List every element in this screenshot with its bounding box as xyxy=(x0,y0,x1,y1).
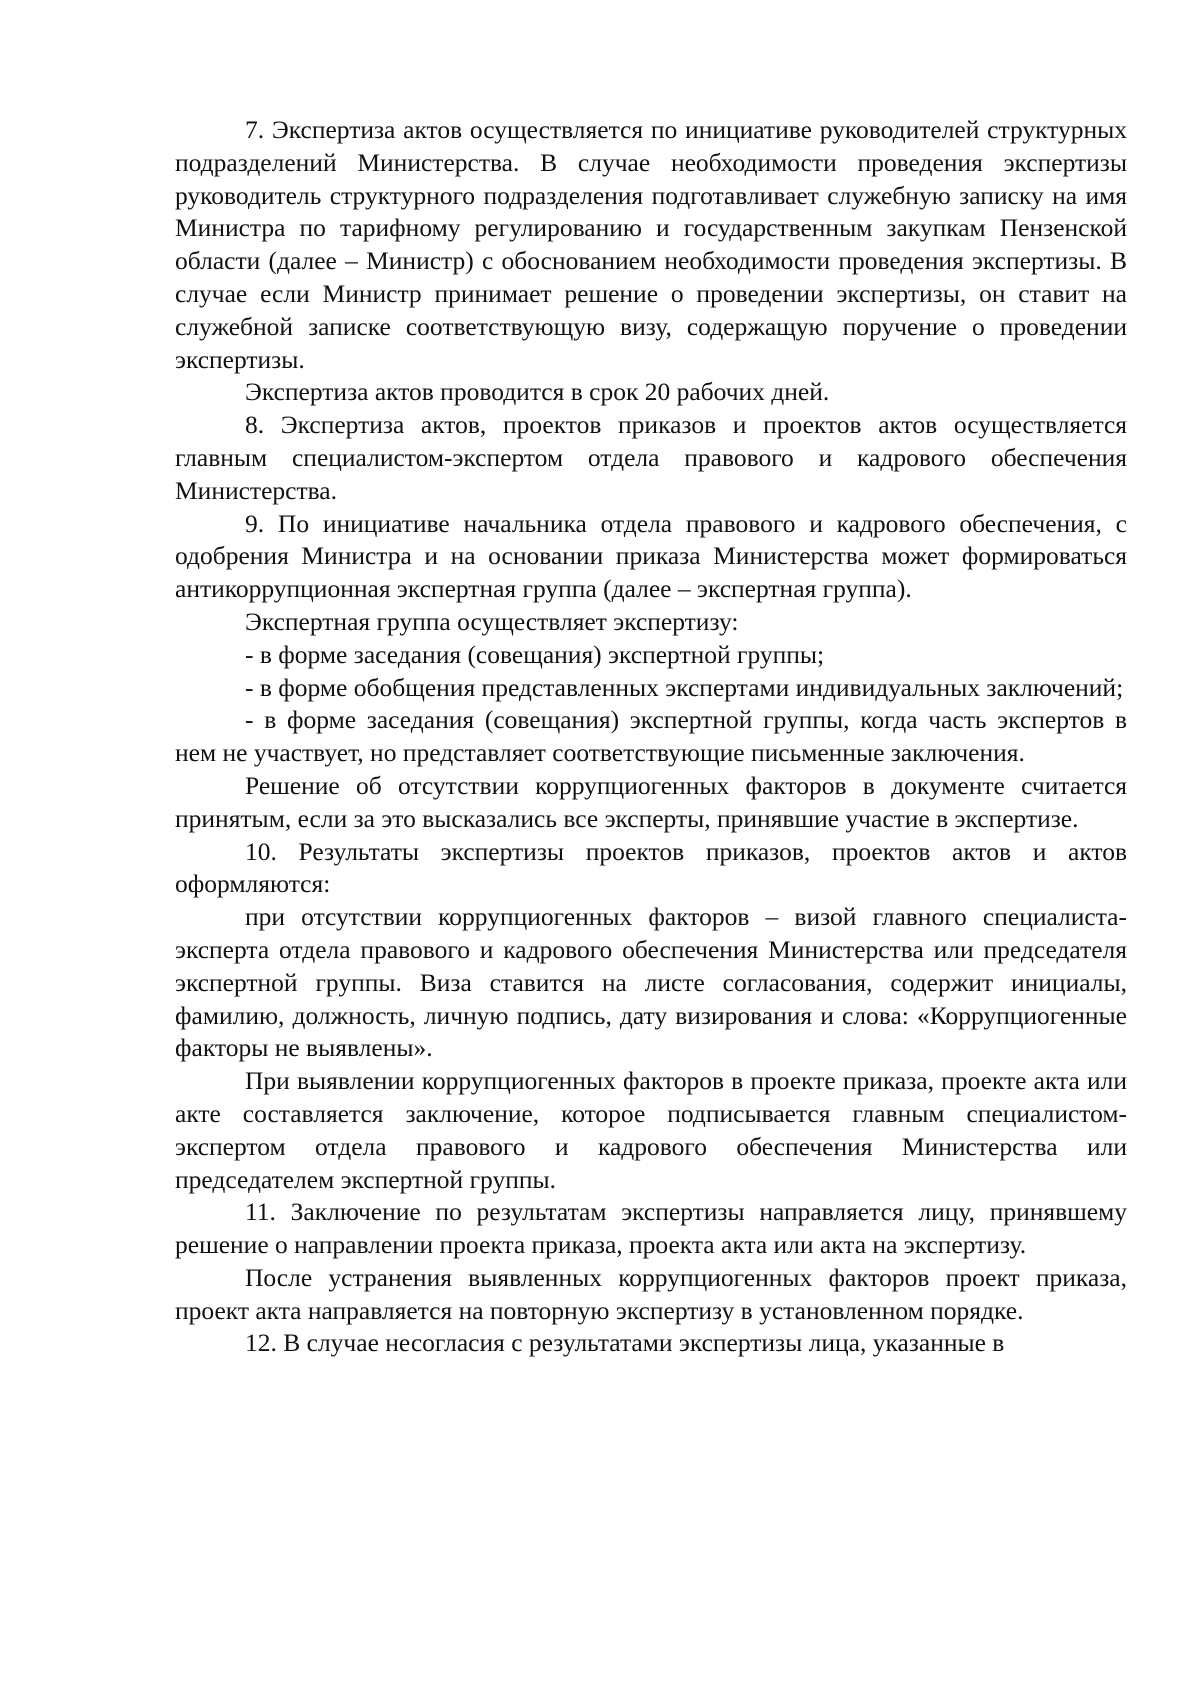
list-item-form-summary: - в форме обобщения представленных экспертами индивидуальных заключений; xyxy=(245,672,1124,702)
paragraph-10-factors-found: При выявлении коррупциогенных факторов в проекте приказа, проекте акта или акте составляется заключение, которое подписывается главным специалистом-экспертом отдела правового и кадрового обеспечения Министерства или председателем экспертной группы. xyxy=(175,1066,1127,1194)
paragraph-7-term: Экспертиза актов проводится в срок 20 рабочих дней. xyxy=(245,377,830,407)
list-item-form-meeting: - в форме заседания (совещания) экспертной группы; xyxy=(245,639,825,669)
paragraph-11: 11. Заключение по результатам экспертизы направляется лицу, принявшему решение о направлении проекта приказа, проекта акта или акта на экспертизу. xyxy=(175,1197,1127,1260)
paragraph-10: 10. Результаты экспертизы проектов приказов, проектов актов и актов оформляются: xyxy=(175,836,1127,899)
paragraph-9-decision: Решение об отсутствии коррупциогенных факторов в документе считается принятым, если за это высказались все эксперты, принявшие участие в экспертизе. xyxy=(175,770,1127,833)
paragraph-12: 12. В случае несогласия с результатами экспертизы лица, указанные в xyxy=(245,1328,1005,1358)
paragraph-9: 9. По инициативе начальника отдела правового и кадрового обеспечения, с одобрения Министра и на основании приказа Министерства может формироваться антикоррупционная экспертная группа (далее – экспертная группа). xyxy=(175,508,1127,604)
paragraph-8: 8. Экспертиза актов, проектов приказов и проектов актов осуществляется главным специалистом-экспертом отдела правового и кадрового обеспечения Министерства. xyxy=(175,410,1127,505)
list-item-form-partial: - в форме заседания (совещания) экспертной группы, когда часть экспертов в нем не участвует, но представляет соответствующие письменные заключения. xyxy=(175,705,1127,768)
paragraph-7: 7. Экспертиза актов осуществляется по инициативе руководителей структурных подразделений Министерства. В случае необходимости проведения экспертизы руководитель структурного подразделения подготавливает служебную записку на имя Министра по тарифному регулированию и государственным закупкам Пензенской области (далее – Министр) с обоснованием необходимости проведения экспертизы. В случае если Министр принимает решение о проведении экспертизы, он ставит на служебной записке соответствующую визу, содержащую поручение о проведении экспертизы. xyxy=(175,115,1127,374)
paragraph-9-forms-intro: Экспертная группа осуществляет экспертизу: xyxy=(245,606,739,636)
document-body xyxy=(175,114,1127,1360)
paragraph-11-repeat: После устранения выявленных коррупциогенных факторов проект приказа, проект акта направляется на повторную экспертизу в установленном порядке. xyxy=(175,1262,1127,1325)
paragraph-10-no-factors: при отсутствии коррупциогенных факторов – визой главного специалиста-эксперта отдела правового и кадрового обеспечения Министерства или председателя экспертной группы. Виза ставится на листе согласования, содержит инициалы, фамилию, должность, личную подпись, дату визирования и слова: «Коррупциогенные факторы не выявлены». xyxy=(175,902,1127,1063)
